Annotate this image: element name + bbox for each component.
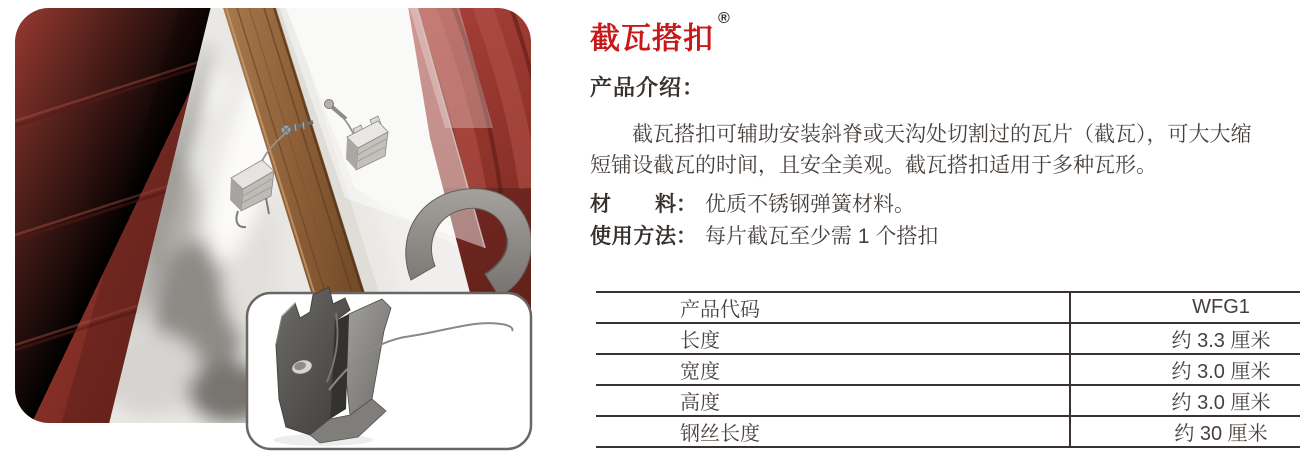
intro-paragraph [590, 103, 1296, 181]
spec-value: 约 30 厘米 [1070, 416, 1300, 447]
spec-name: 长度 [596, 323, 1070, 354]
spec-row-length [596, 323, 1300, 354]
material-row [590, 190, 1296, 219]
usage-row [590, 222, 1296, 251]
material-colon: ： [676, 192, 697, 216]
intro-line-1: 截瓦搭扣可辅助安装斜脊或天沟处切割过的瓦片（截瓦），可大大缩 [632, 122, 1252, 146]
spec-name: 宽度 [596, 354, 1070, 385]
spec-value: WFG1 [1070, 292, 1300, 323]
roof-photo-svg [15, 8, 535, 453]
usage-value: 每片截瓦至少需 1 个搭扣 [705, 224, 939, 248]
spec-name: 产品代码 [596, 292, 1070, 323]
material-label: 材料 [590, 192, 676, 216]
spec-row-wire-length [596, 416, 1300, 447]
spec-name: 钢丝长度 [596, 416, 1070, 447]
inset-product-photo [247, 287, 531, 449]
section-heading-intro: 产品介绍： [590, 74, 706, 100]
usage-label: 使用方法 [590, 224, 676, 248]
spec-table [596, 291, 1300, 448]
spec-row-product-code [596, 292, 1300, 323]
spec-row-width [596, 354, 1300, 385]
spec-value: 约 3.0 厘米 [1070, 354, 1300, 385]
spec-name: 高度 [596, 385, 1070, 416]
page-title [590, 0, 1296, 60]
spec-value: 约 3.0 厘米 [1070, 385, 1300, 416]
spec-row-height [596, 385, 1300, 416]
product-title: 截瓦搭扣 [590, 22, 714, 56]
product-info-panel [590, 0, 1296, 448]
spec-value: 约 3.3 厘米 [1070, 323, 1300, 354]
registered-trademark: ® [718, 10, 730, 27]
roof-installation-photo [15, 8, 535, 453]
usage-colon: ： [676, 224, 697, 248]
intro-line-2: 短铺设截瓦的时间，且安全美观。截瓦搭扣适用于多种瓦形。 [590, 153, 1157, 177]
material-value: 优质不锈钢弹簧材料。 [705, 192, 915, 216]
